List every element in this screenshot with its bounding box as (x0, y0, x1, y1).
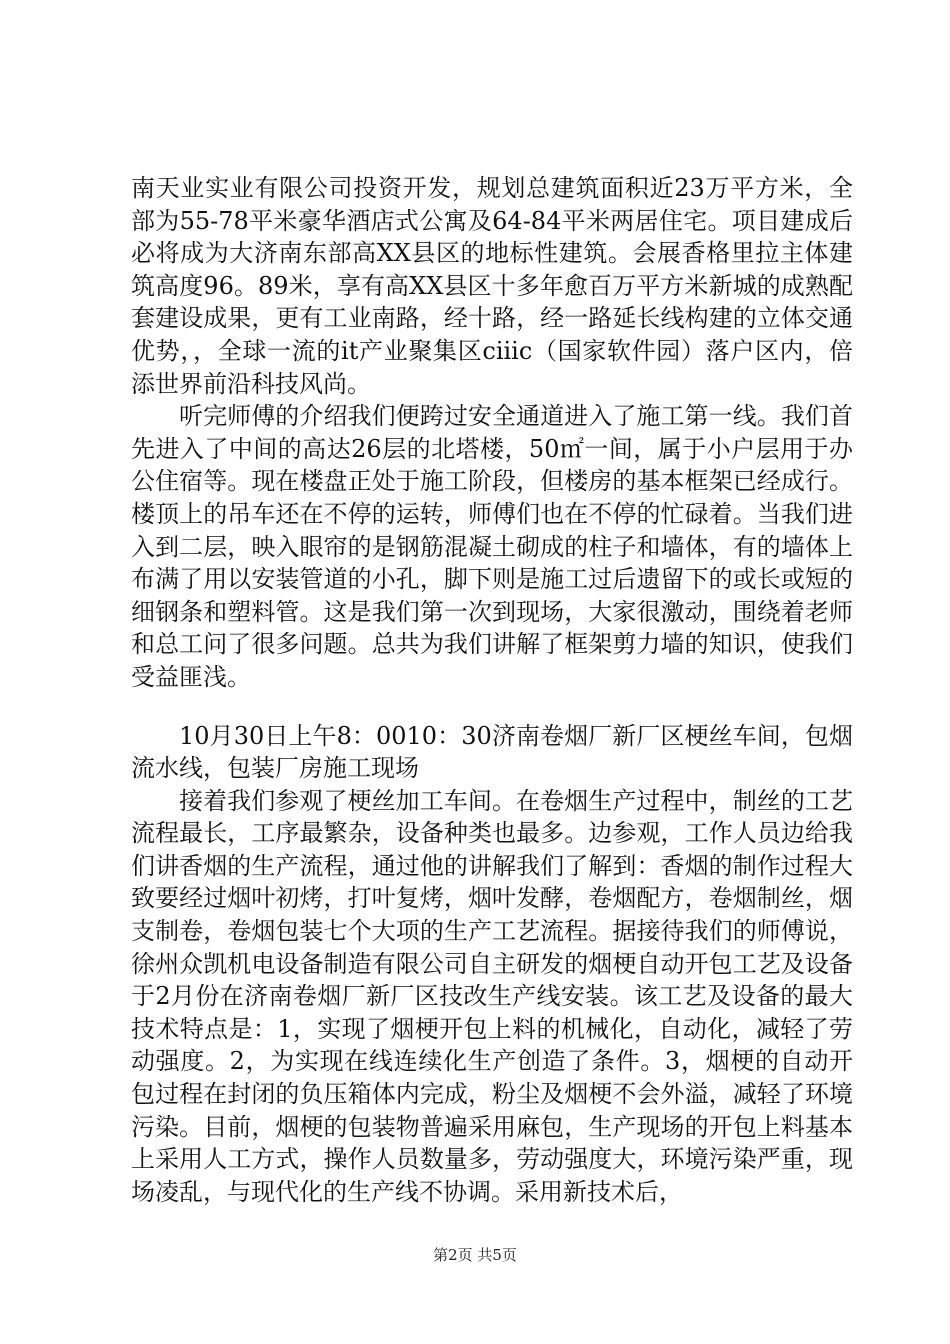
document-body (131, 172, 853, 1208)
paragraph-schedule-heading: 10月30日上午8：0010：30济南卷烟厂新厂区梗丝车间，包烟流水线，包装厂房施工现场 (131, 721, 853, 783)
paragraph-site-visit: 听完师傅的介绍我们便跨过安全通道进入了施工第一线。我们首先进入了中间的高达26层的北塔楼，50㎡一间，属于小户层用于办公住宿等。现在楼盘正处于施工阶段，但楼房的基本框架已经成行。楼顶上的吊车还在不停的运转，师傅们也在不停的忙碌着。当我们进入到二层，映入眼帘的是钢筋混凝土砌成的柱子和墙体，有的墙体上布满了用以安装管道的小孔，脚下则是施工过后遗留下的或长或短的细钢条和塑料管。这是我们第一次到现场，大家很激动，围绕着老师和总工问了很多问题。总共为我们讲解了框架剪力墙的知识，使我们受益匪浅。 (131, 402, 853, 691)
paragraph-workshop-visit: 接着我们参观了梗丝加工车间。在卷烟生产过程中，制丝的工艺流程最长，工序最繁杂，设备种类也最多。边参观，工作人员边给我们讲香烟的生产流程，通过他的讲解我们了解到：香烟的制作过程大致要经过烟叶初烤，打叶复烤，烟叶发酵，卷烟配方，卷烟制丝，烟支制卷，卷烟包装七个大项的生产工艺流程。据接待我们的师傅说，徐州众凯机电设备制造有限公司自主研发的烟梗自动开包工艺及设备于2月份在济南卷烟厂新厂区技改生产线安装。该工艺及设备的最大技术特点是：1，实现了烟梗开包上料的机械化，自动化，减轻了劳动强度。2，为实现在线连续化生产创造了条件。3，烟梗的自动开包过程在封闭的负压箱体内完成，粉尘及烟梗不会外溢，减轻了环境污染。目前，烟梗的包装物普遍采用麻包，生产现场的开包上料基本上采用人工方式，操作人员数量多，劳动强度大，环境污染严重，现场凌乱，与现代化的生产线不协调。采用新技术后， (131, 786, 853, 1206)
paragraph-project-intro: 南天业实业有限公司投资开发，规划总建筑面积近23万平方米，全部为55-78平米豪华酒店式公寓及64-84平米两居住宅。项目建成后必将成为大济南东部高XX县区的地标性建筑。会展香格里拉主体建筑高度96。89米，享有高XX县区十多年愈百万平方米新城的成熟配套建设成果，更有工业南路，经十路，经一路延长线构建的立体交通优势，，全球一流的it产业聚集区ciiic（国家软件园）落户区内，倍添世界前沿科技风尚。 (131, 174, 853, 398)
page-number-footer: 第2页 共5页 (433, 1246, 517, 1264)
